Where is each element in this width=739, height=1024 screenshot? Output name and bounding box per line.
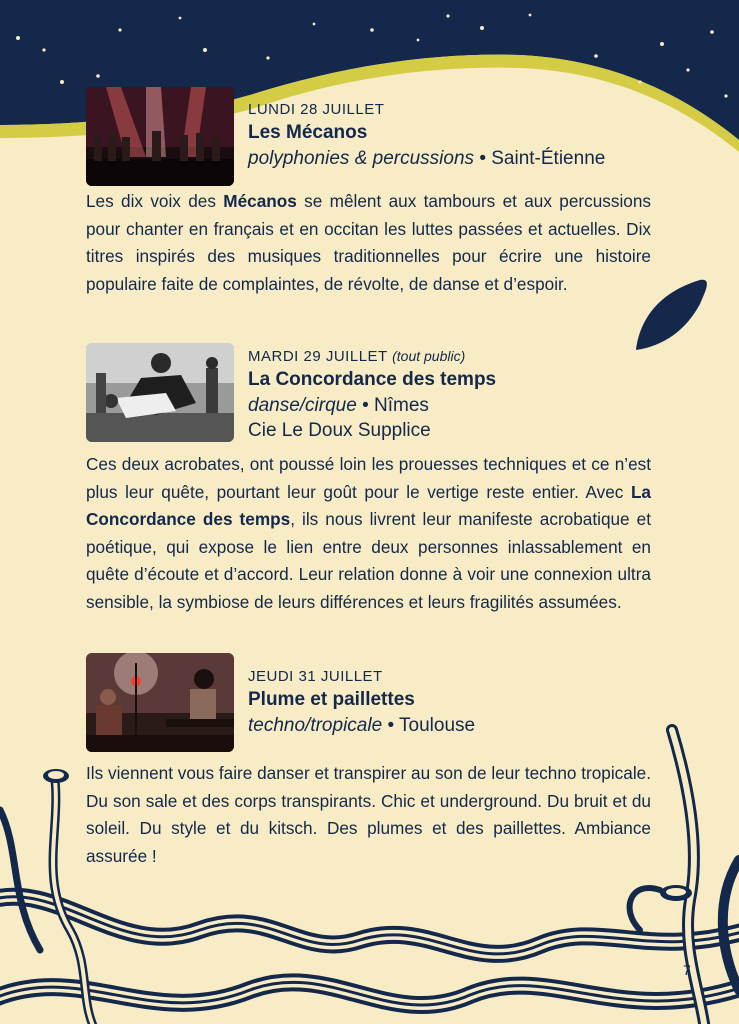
event-meta-1 bbox=[248, 100, 668, 171]
event-title: Les Mécanos bbox=[248, 122, 368, 143]
separator-dot: • bbox=[387, 715, 395, 736]
page-number: 7 bbox=[683, 962, 691, 978]
mushroom-cap-inner bbox=[48, 771, 64, 779]
event-title: Plume et paillettes bbox=[248, 689, 415, 710]
event-description: Ils viennent vous faire danser et transpirer au son de leur techno tropicale. Du son sale et des corps transpirants. Chic et underground. Du bruit et du soleil. Du style et du kitsch. Des plumes et des paillettes. Ambiance assurée ! bbox=[86, 763, 651, 866]
event-city: Toulouse bbox=[399, 715, 476, 736]
audience-note: (tout public) bbox=[392, 348, 466, 364]
event-genre-line bbox=[248, 713, 668, 738]
event-genre: danse/cirque bbox=[248, 395, 357, 416]
event-meta-2 bbox=[248, 346, 668, 443]
event-city: Nîmes bbox=[374, 395, 429, 416]
event-title: La Concordance des temps bbox=[248, 369, 497, 390]
event-genre: polyphonies & percussions bbox=[248, 148, 475, 169]
separator-dot: • bbox=[362, 395, 369, 416]
event-photo-mecanos bbox=[86, 87, 234, 186]
event-date: MARDI 29 JUILLET (tout public) bbox=[248, 348, 466, 365]
separator-dot: • bbox=[479, 148, 486, 169]
event-date: LUNDI 28 JUILLET bbox=[248, 101, 385, 118]
mushroom-cap-right-inner bbox=[666, 888, 686, 896]
event-company: Cie Le Doux Supplice bbox=[248, 420, 431, 441]
event-genre-line bbox=[248, 393, 668, 418]
event-genre: techno/tropicale bbox=[248, 715, 383, 736]
event-meta-3 bbox=[248, 667, 668, 738]
event-date: JEUDI 31 JUILLET bbox=[248, 668, 383, 685]
event-city: Saint-Étienne bbox=[491, 148, 606, 169]
event-photo-concordance bbox=[86, 343, 234, 442]
event-photo-plume bbox=[86, 653, 234, 752]
event-description: Ces deux acrobates, ont poussé loin les prouesses techniques et ce n’est plus leur quête, pourtant leur goût pour le vertige reste entier. Avec La Concordance des temps, ils nous livrent leur manifeste acrobatique et poétique, qui expose le lien entre deux personnes inlassablement en quête d’écoute et d’accord. Leur relation donne à voir une connexion ultra sensible, la symbiose de leurs différences et leurs fragilités assumées. bbox=[86, 454, 652, 612]
event-description: Les dix voix des Mécanos se mêlent aux tambours et aux percussions pour chanter en français et en occitan les luttes passées et actuelles. Dix titres inspirés des musiques traditionnelles pour écrire une histoire populaire faite de complaintes, de révolte, de danse et d’espoir. bbox=[86, 191, 652, 294]
event-genre-line bbox=[248, 146, 668, 171]
